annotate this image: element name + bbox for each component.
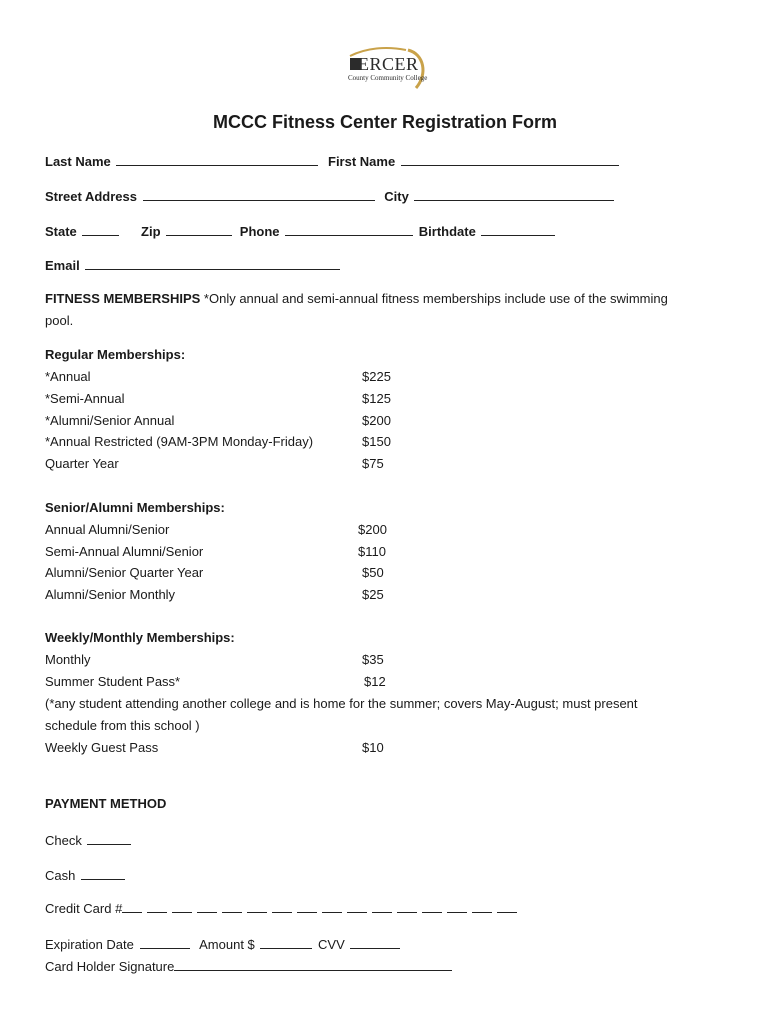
zip-field[interactable] xyxy=(166,222,232,236)
regular-item-name: *Alumni/Senior Annual xyxy=(45,413,175,428)
weekly-guest-price: $10 xyxy=(362,740,384,755)
amount-field[interactable] xyxy=(260,935,312,949)
city-field[interactable] xyxy=(414,187,614,201)
regular-item-price: $200 xyxy=(362,413,391,428)
regular-item-price: $125 xyxy=(362,391,391,406)
regular-item-name: Quarter Year xyxy=(45,456,119,471)
senior-item-name: Alumni/Senior Quarter Year xyxy=(45,565,204,580)
logo-subtitle: County Community College xyxy=(348,74,428,82)
state-row xyxy=(45,222,555,239)
regular-item-name: *Annual Restricted (9AM-3PM Monday-Friday) xyxy=(45,434,314,449)
check-row xyxy=(45,831,131,848)
address-row xyxy=(45,187,614,204)
mercer-logo xyxy=(346,44,430,92)
page-title: MCCC Fitness Center Registration Form xyxy=(212,112,558,132)
memberships-note-line2: pool. xyxy=(45,313,74,328)
credit-card-row xyxy=(45,900,522,916)
phone-label: Phone xyxy=(239,224,280,239)
regular-item-price: $75 xyxy=(362,456,384,471)
cvv-label: CVV xyxy=(318,937,345,952)
zip-label: Zip xyxy=(141,224,161,239)
signature-row xyxy=(45,957,452,974)
first-name-label: First Name xyxy=(328,154,396,169)
logo-wordmark: ERCER xyxy=(358,54,419,74)
state-label: State xyxy=(45,224,77,239)
senior-item-name: Semi-Annual Alumni/Senior xyxy=(45,544,204,559)
state-field[interactable] xyxy=(82,222,119,236)
expiration-label: Expiration Date xyxy=(45,937,134,952)
city-label: City xyxy=(384,189,409,204)
weekly-student-note-line1: (*any student attending another college and is home for the summer; covers May-August; must present xyxy=(45,696,638,711)
regular-heading: Regular Memberships: xyxy=(45,347,186,362)
senior-item-price: $200 xyxy=(358,522,387,537)
regular-item-price: $150 xyxy=(362,434,391,449)
weekly-monthly-price: $35 xyxy=(362,652,384,667)
expiration-field[interactable] xyxy=(140,935,190,949)
cash-label: Cash xyxy=(45,868,76,883)
weekly-heading: Weekly/Monthly Memberships: xyxy=(45,630,235,645)
check-field[interactable] xyxy=(87,831,131,845)
weekly-student-name: Summer Student Pass* xyxy=(45,674,181,689)
weekly-student-price: $12 xyxy=(364,674,386,689)
first-name-field[interactable] xyxy=(401,152,619,166)
birthdate-label: Birthdate xyxy=(418,224,476,239)
cash-field[interactable] xyxy=(81,866,125,880)
memberships-note xyxy=(45,291,668,306)
email-label: Email xyxy=(45,258,80,273)
credit-card-label: Credit Card # xyxy=(45,901,123,916)
check-label: Check xyxy=(45,833,82,848)
signature-field[interactable] xyxy=(174,957,452,971)
memberships-heading: FITNESS MEMBERSHIPS xyxy=(45,291,201,306)
weekly-guest-name: Weekly Guest Pass xyxy=(45,740,159,755)
cash-row xyxy=(45,866,125,883)
regular-item-name: *Semi-Annual xyxy=(45,391,125,406)
weekly-student-note-line2: schedule from this school ) xyxy=(45,718,200,733)
weekly-monthly-name: Monthly xyxy=(45,652,91,667)
email-field[interactable] xyxy=(85,256,340,270)
street-address-field[interactable] xyxy=(143,187,375,201)
payment-heading: PAYMENT METHOD xyxy=(45,796,167,811)
senior-item-price: $110 xyxy=(358,544,386,559)
last-name-label: Last Name xyxy=(45,154,111,169)
memberships-note-line1: *Only annual and semi-annual fitness memberships include use of the swimming xyxy=(203,291,668,306)
birthdate-field[interactable] xyxy=(481,222,555,236)
senior-heading: Senior/Alumni Memberships: xyxy=(45,500,225,515)
email-row xyxy=(45,256,340,273)
signature-label: Card Holder Signature xyxy=(45,959,175,974)
last-name-field[interactable] xyxy=(116,152,318,166)
last-name-row xyxy=(45,152,619,169)
phone-field[interactable] xyxy=(285,222,413,236)
senior-item-price: $50 xyxy=(362,565,384,580)
regular-item-price: $225 xyxy=(362,369,391,384)
regular-item-name: *Annual xyxy=(45,369,91,384)
senior-item-price: $25 xyxy=(362,587,384,602)
amount-label: Amount $ xyxy=(199,937,255,952)
senior-item-name: Alumni/Senior Monthly xyxy=(45,587,176,602)
cvv-field[interactable] xyxy=(350,935,400,949)
senior-item-name: Annual Alumni/Senior xyxy=(45,522,170,537)
street-address-label: Street Address xyxy=(45,189,137,204)
credit-card-number-field[interactable] xyxy=(122,901,522,916)
expiration-row xyxy=(45,935,400,952)
